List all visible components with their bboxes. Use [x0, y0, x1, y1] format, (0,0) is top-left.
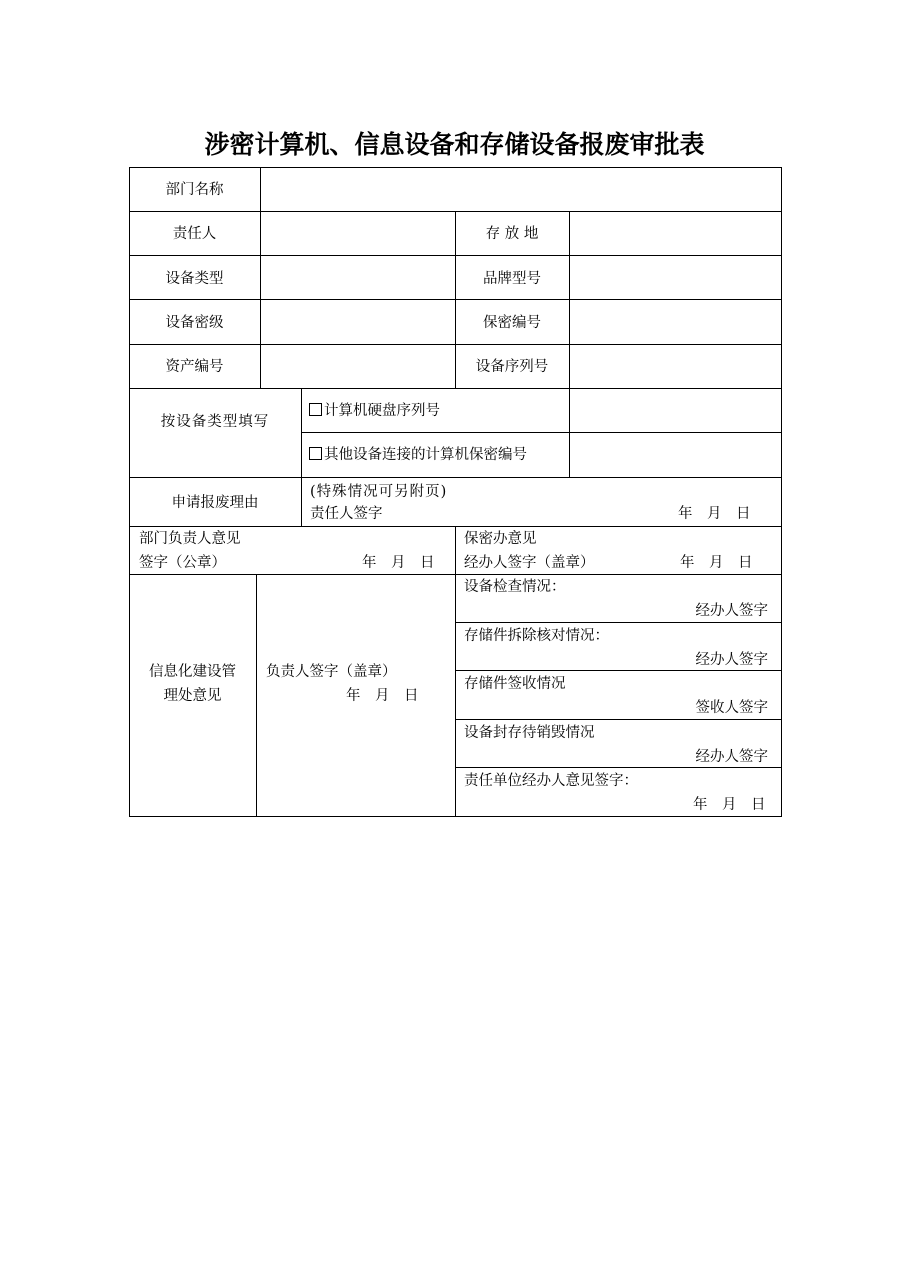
col-divider	[301, 388, 302, 526]
storage-receipt-label: 存储件签收情况	[464, 676, 566, 692]
input-department-name[interactable]	[261, 168, 781, 211]
storage-removal-signature: 经办人签字	[695, 652, 768, 668]
input-asset-number[interactable]	[261, 345, 455, 388]
security-office-signature-label: 经办人签字（盖章）	[464, 555, 595, 571]
input-hdd-serial[interactable]	[570, 389, 781, 432]
storage-receipt-signature: 签收人签字	[695, 700, 768, 716]
label-responsible-person: 责任人	[172, 226, 217, 242]
option-hdd-serial-label: 计算机硬盘序列号	[324, 403, 440, 419]
row-divider	[455, 767, 782, 768]
checkbox-icon[interactable]	[309, 403, 322, 416]
label-scrap-reason: 申请报废理由	[171, 495, 259, 511]
it-dept-opinion-label-line2: 理处意见	[163, 688, 222, 704]
label-security-number: 保密编号	[483, 315, 541, 331]
input-storage-location[interactable]	[570, 212, 781, 255]
label-storage-location: 存 放 地	[485, 226, 539, 242]
row-divider	[455, 622, 782, 623]
label-device-serial-number: 设备序列号	[475, 359, 549, 375]
input-device-classification[interactable]	[261, 300, 455, 344]
col-divider	[455, 526, 456, 816]
security-office-date: 年 月 日	[680, 555, 753, 571]
row-divider	[455, 670, 782, 671]
label-device-type: 设备类型	[165, 271, 224, 287]
label-asset-number: 资产编号	[165, 359, 224, 375]
row-divider	[455, 719, 782, 720]
input-other-device[interactable]	[570, 433, 781, 477]
input-brand-model[interactable]	[570, 256, 781, 299]
dept-head-signature-label: 签字（公章）	[139, 555, 226, 571]
option-hdd-serial[interactable]	[309, 401, 440, 421]
responsible-signature-label: 责任人签字	[310, 506, 383, 522]
input-responsible-person[interactable]	[261, 212, 455, 255]
unit-handler-opinion-label: 责任单位经办人意见签字：	[464, 773, 638, 789]
label-fill-by-device-type: 按设备类型填写	[160, 414, 270, 430]
device-sealing-signature: 经办人签字	[695, 749, 768, 765]
input-device-type[interactable]	[261, 256, 455, 299]
checkbox-icon[interactable]	[309, 447, 322, 460]
row-divider	[129, 477, 782, 478]
table-border-right	[781, 167, 782, 817]
option-other-device[interactable]	[309, 445, 527, 465]
option-other-device-label: 其他设备连接的计算机保密编号	[324, 447, 527, 463]
form-title: 涉密计算机、信息设备和存储设备报废审批表	[204, 130, 705, 159]
table-border-left	[129, 167, 130, 817]
label-device-classification: 设备密级	[165, 315, 224, 331]
input-security-number[interactable]	[570, 300, 781, 344]
dept-head-opinion-label: 部门负责人意见	[139, 531, 241, 547]
table-border-bottom	[129, 816, 782, 817]
dept-head-date: 年 月 日	[362, 555, 435, 571]
it-head-signature-label: 负责人签字（盖章）	[266, 664, 397, 680]
device-inspection-signature: 经办人签字	[695, 603, 768, 619]
it-head-date: 年 月 日	[346, 688, 419, 704]
it-dept-opinion-label-line1: 信息化建设管	[149, 664, 236, 680]
input-device-serial-number[interactable]	[570, 345, 781, 388]
unit-handler-date: 年 月 日	[693, 797, 766, 813]
security-office-opinion-label: 保密办意见	[464, 531, 537, 547]
device-inspection-label: 设备检查情况：	[464, 579, 566, 595]
label-brand-model: 品牌型号	[483, 271, 541, 287]
responsible-signature-date: 年 月 日	[678, 506, 751, 522]
storage-removal-check-label: 存储件拆除核对情况：	[464, 628, 609, 644]
scrap-reason-note: (特殊情况可另附页)	[310, 484, 448, 500]
label-department-name: 部门名称	[165, 182, 224, 198]
device-sealing-label: 设备封存待销毁情况	[464, 725, 595, 741]
col-divider	[256, 574, 257, 816]
